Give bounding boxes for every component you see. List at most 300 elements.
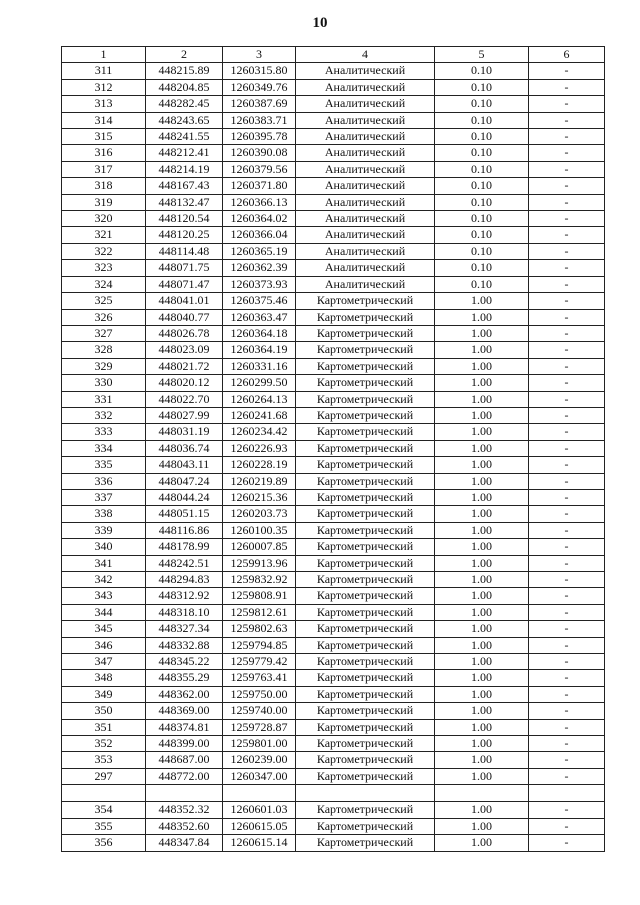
point-number-cell: 344 [62, 604, 146, 620]
note-cell: - [529, 342, 605, 358]
accuracy-cell: 1.00 [435, 654, 529, 670]
point-number-cell: 339 [62, 522, 146, 538]
table-row [62, 818, 605, 834]
note-cell: - [529, 835, 605, 851]
note-cell: - [529, 703, 605, 719]
table-row [62, 276, 605, 292]
note-cell: - [529, 752, 605, 768]
accuracy-cell: 0.10 [435, 260, 529, 276]
y-coordinate-cell: 1259802.63 [223, 621, 296, 637]
table-row [62, 79, 605, 95]
method-cell: Картометрический [296, 407, 435, 423]
table-row [62, 309, 605, 325]
y-coordinate-cell: 1260349.76 [223, 79, 296, 95]
point-number-cell: 297 [62, 768, 146, 784]
x-coordinate-cell: 448178.99 [146, 539, 223, 555]
table-row [62, 260, 605, 276]
x-coordinate-cell: 448132.47 [146, 194, 223, 210]
point-number-cell: 312 [62, 79, 146, 95]
note-cell: - [529, 604, 605, 620]
note-cell: - [529, 260, 605, 276]
method-cell: Картометрический [296, 489, 435, 505]
accuracy-cell: 1.00 [435, 835, 529, 851]
method-cell: Картометрический [296, 457, 435, 473]
x-coordinate-cell: 448031.19 [146, 424, 223, 440]
table-row [62, 670, 605, 686]
y-coordinate-cell: 1259801.00 [223, 736, 296, 752]
method-cell: Картометрический [296, 818, 435, 834]
accuracy-cell [435, 785, 529, 802]
x-coordinate-cell: 448021.72 [146, 358, 223, 374]
x-coordinate-cell: 448374.81 [146, 719, 223, 735]
header-cell: 2 [146, 47, 223, 63]
point-number-cell: 345 [62, 621, 146, 637]
method-cell: Картометрический [296, 325, 435, 341]
note-cell: - [529, 539, 605, 555]
point-number-cell: 340 [62, 539, 146, 555]
table-row [62, 145, 605, 161]
table-row [62, 604, 605, 620]
point-number-cell: 324 [62, 276, 146, 292]
y-coordinate-cell: 1260362.39 [223, 260, 296, 276]
header-cell: 5 [435, 47, 529, 63]
table-row [62, 588, 605, 604]
y-coordinate-cell: 1260383.71 [223, 112, 296, 128]
table-row [62, 522, 605, 538]
coordinates-table [61, 46, 605, 852]
y-coordinate-cell: 1260601.03 [223, 802, 296, 818]
x-coordinate-cell: 448114.48 [146, 243, 223, 259]
accuracy-cell: 1.00 [435, 802, 529, 818]
accuracy-cell: 1.00 [435, 703, 529, 719]
point-number-cell: 328 [62, 342, 146, 358]
table-row [62, 489, 605, 505]
note-cell: - [529, 227, 605, 243]
y-coordinate-cell: 1259750.00 [223, 686, 296, 702]
table-row [62, 96, 605, 112]
x-coordinate-cell: 448051.15 [146, 506, 223, 522]
method-cell [296, 785, 435, 802]
accuracy-cell: 0.10 [435, 129, 529, 145]
method-cell: Аналитический [296, 145, 435, 161]
method-cell: Аналитический [296, 63, 435, 79]
table-row [62, 325, 605, 341]
point-number-cell: 354 [62, 802, 146, 818]
method-cell: Аналитический [296, 260, 435, 276]
y-coordinate-cell: 1260226.93 [223, 440, 296, 456]
y-coordinate-cell: 1260615.05 [223, 818, 296, 834]
accuracy-cell: 1.00 [435, 457, 529, 473]
y-coordinate-cell: 1260375.46 [223, 293, 296, 309]
accuracy-cell: 1.00 [435, 818, 529, 834]
accuracy-cell: 1.00 [435, 473, 529, 489]
note-cell: - [529, 358, 605, 374]
accuracy-cell: 0.10 [435, 145, 529, 161]
y-coordinate-cell: 1260373.93 [223, 276, 296, 292]
x-coordinate-cell: 448352.60 [146, 818, 223, 834]
table-row [62, 539, 605, 555]
note-cell: - [529, 654, 605, 670]
note-cell: - [529, 129, 605, 145]
table-row [62, 112, 605, 128]
table-row [62, 194, 605, 210]
point-number-cell: 335 [62, 457, 146, 473]
x-coordinate-cell: 448071.47 [146, 276, 223, 292]
method-cell: Картометрический [296, 572, 435, 588]
point-number-cell: 321 [62, 227, 146, 243]
y-coordinate-cell: 1260264.13 [223, 391, 296, 407]
method-cell: Картометрический [296, 588, 435, 604]
point-number-cell: 317 [62, 161, 146, 177]
note-cell: - [529, 178, 605, 194]
table-row [62, 686, 605, 702]
accuracy-cell: 1.00 [435, 539, 529, 555]
y-coordinate-cell: 1260331.16 [223, 358, 296, 374]
table-row [62, 358, 605, 374]
accuracy-cell: 0.10 [435, 161, 529, 177]
table-row [62, 506, 605, 522]
note-cell: - [529, 588, 605, 604]
note-cell: - [529, 145, 605, 161]
method-cell: Картометрический [296, 736, 435, 752]
page-number: 10 [312, 15, 328, 31]
point-number-cell: 311 [62, 63, 146, 79]
point-number-cell: 333 [62, 424, 146, 440]
point-number-cell: 330 [62, 375, 146, 391]
method-cell: Аналитический [296, 276, 435, 292]
x-coordinate-cell: 448312.92 [146, 588, 223, 604]
accuracy-cell: 1.00 [435, 342, 529, 358]
table-row [62, 555, 605, 571]
method-cell: Аналитический [296, 243, 435, 259]
method-cell: Аналитический [296, 211, 435, 227]
method-cell: Картометрический [296, 539, 435, 555]
accuracy-cell: 1.00 [435, 736, 529, 752]
y-coordinate-cell: 1260365.19 [223, 243, 296, 259]
y-coordinate-cell: 1259779.42 [223, 654, 296, 670]
note-cell: - [529, 112, 605, 128]
note-cell: - [529, 63, 605, 79]
accuracy-cell: 1.00 [435, 407, 529, 423]
header-cell: 1 [62, 47, 146, 63]
x-coordinate-cell: 448318.10 [146, 604, 223, 620]
point-number-cell: 323 [62, 260, 146, 276]
method-cell: Картометрический [296, 309, 435, 325]
point-number-cell: 355 [62, 818, 146, 834]
note-cell: - [529, 572, 605, 588]
table-header-row [62, 47, 605, 63]
accuracy-cell: 0.10 [435, 194, 529, 210]
table-row [62, 424, 605, 440]
point-number-cell: 336 [62, 473, 146, 489]
method-cell: Картометрический [296, 375, 435, 391]
point-number-cell: 322 [62, 243, 146, 259]
x-coordinate-cell: 448215.89 [146, 63, 223, 79]
x-coordinate-cell: 448120.54 [146, 211, 223, 227]
y-coordinate-cell: 1259794.85 [223, 637, 296, 653]
x-coordinate-cell: 448345.22 [146, 654, 223, 670]
note-cell: - [529, 309, 605, 325]
method-cell: Картометрический [296, 835, 435, 851]
method-cell: Картометрический [296, 703, 435, 719]
point-number-cell: 332 [62, 407, 146, 423]
method-cell: Картометрический [296, 293, 435, 309]
accuracy-cell: 1.00 [435, 309, 529, 325]
x-coordinate-cell: 448362.00 [146, 686, 223, 702]
y-coordinate-cell: 1260366.13 [223, 194, 296, 210]
note-cell: - [529, 161, 605, 177]
table-row [62, 703, 605, 719]
table-row [62, 835, 605, 851]
method-cell: Картометрический [296, 637, 435, 653]
point-number-cell: 329 [62, 358, 146, 374]
note-cell: - [529, 325, 605, 341]
accuracy-cell: 1.00 [435, 670, 529, 686]
accuracy-cell: 1.00 [435, 686, 529, 702]
method-cell: Аналитический [296, 227, 435, 243]
point-number-cell: 348 [62, 670, 146, 686]
accuracy-cell: 1.00 [435, 637, 529, 653]
point-number-cell: 318 [62, 178, 146, 194]
header-cell: 6 [529, 47, 605, 63]
x-coordinate-cell: 448355.29 [146, 670, 223, 686]
point-number-cell: 334 [62, 440, 146, 456]
x-coordinate-cell: 448116.86 [146, 522, 223, 538]
x-coordinate-cell: 448047.24 [146, 473, 223, 489]
x-coordinate-cell: 448040.77 [146, 309, 223, 325]
y-coordinate-cell: 1260364.02 [223, 211, 296, 227]
note-cell: - [529, 736, 605, 752]
point-number-cell: 343 [62, 588, 146, 604]
accuracy-cell: 1.00 [435, 506, 529, 522]
y-coordinate-cell: 1259808.91 [223, 588, 296, 604]
method-cell: Аналитический [296, 129, 435, 145]
table-row [62, 572, 605, 588]
y-coordinate-cell: 1260215.36 [223, 489, 296, 505]
y-coordinate-cell: 1260366.04 [223, 227, 296, 243]
header-cell: 3 [223, 47, 296, 63]
y-coordinate-cell: 1260364.19 [223, 342, 296, 358]
x-coordinate-cell: 448327.34 [146, 621, 223, 637]
y-coordinate-cell: 1260395.78 [223, 129, 296, 145]
note-cell: - [529, 293, 605, 309]
point-number-cell: 342 [62, 572, 146, 588]
x-coordinate-cell: 448041.01 [146, 293, 223, 309]
method-cell: Картометрический [296, 670, 435, 686]
accuracy-cell: 0.10 [435, 276, 529, 292]
note-cell: - [529, 802, 605, 818]
accuracy-cell: 1.00 [435, 621, 529, 637]
y-coordinate-cell: 1260219.89 [223, 473, 296, 489]
point-number-cell: 346 [62, 637, 146, 653]
point-number-cell: 314 [62, 112, 146, 128]
table-row [62, 736, 605, 752]
note-cell: - [529, 276, 605, 292]
accuracy-cell: 1.00 [435, 604, 529, 620]
accuracy-cell: 1.00 [435, 522, 529, 538]
table-row [62, 211, 605, 227]
method-cell: Картометрический [296, 391, 435, 407]
method-cell: Картометрический [296, 621, 435, 637]
y-coordinate-cell [223, 785, 296, 802]
table-row [62, 440, 605, 456]
x-coordinate-cell: 448243.65 [146, 112, 223, 128]
table-row [62, 752, 605, 768]
method-cell: Картометрический [296, 768, 435, 784]
accuracy-cell: 1.00 [435, 719, 529, 735]
y-coordinate-cell: 1260228.19 [223, 457, 296, 473]
x-coordinate-cell: 448399.00 [146, 736, 223, 752]
x-coordinate-cell: 448204.85 [146, 79, 223, 95]
table-row [62, 227, 605, 243]
y-coordinate-cell: 1260371.80 [223, 178, 296, 194]
table-row [62, 407, 605, 423]
point-number-cell [62, 785, 146, 802]
y-coordinate-cell: 1260387.69 [223, 96, 296, 112]
accuracy-cell: 1.00 [435, 768, 529, 784]
point-number-cell: 327 [62, 325, 146, 341]
accuracy-cell: 1.00 [435, 391, 529, 407]
accuracy-cell: 0.10 [435, 79, 529, 95]
method-cell: Картометрический [296, 424, 435, 440]
point-number-cell: 316 [62, 145, 146, 161]
table-row [62, 161, 605, 177]
point-number-cell: 350 [62, 703, 146, 719]
note-cell: - [529, 506, 605, 522]
x-coordinate-cell: 448023.09 [146, 342, 223, 358]
table-row [62, 768, 605, 784]
point-number-cell: 326 [62, 309, 146, 325]
method-cell: Картометрический [296, 802, 435, 818]
note-cell: - [529, 211, 605, 227]
point-number-cell: 353 [62, 752, 146, 768]
method-cell: Картометрический [296, 506, 435, 522]
note-cell: - [529, 637, 605, 653]
x-coordinate-cell: 448352.32 [146, 802, 223, 818]
note-cell: - [529, 621, 605, 637]
x-coordinate-cell: 448369.00 [146, 703, 223, 719]
table-row [62, 637, 605, 653]
note-cell: - [529, 489, 605, 505]
note-cell: - [529, 407, 605, 423]
method-cell: Аналитический [296, 161, 435, 177]
method-cell: Аналитический [296, 79, 435, 95]
table-row [62, 802, 605, 818]
method-cell: Картометрический [296, 342, 435, 358]
point-number-cell: 331 [62, 391, 146, 407]
accuracy-cell: 1.00 [435, 325, 529, 341]
y-coordinate-cell: 1260203.73 [223, 506, 296, 522]
note-cell: - [529, 686, 605, 702]
table-row [62, 293, 605, 309]
point-number-cell: 349 [62, 686, 146, 702]
y-coordinate-cell: 1260100.35 [223, 522, 296, 538]
x-coordinate-cell: 448332.88 [146, 637, 223, 653]
x-coordinate-cell: 448120.25 [146, 227, 223, 243]
note-cell: - [529, 719, 605, 735]
y-coordinate-cell: 1260234.42 [223, 424, 296, 440]
x-coordinate-cell [146, 785, 223, 802]
x-coordinate-cell: 448347.84 [146, 835, 223, 851]
x-coordinate-cell: 448043.11 [146, 457, 223, 473]
table-row [62, 473, 605, 489]
accuracy-cell: 0.10 [435, 243, 529, 259]
y-coordinate-cell: 1260615.14 [223, 835, 296, 851]
note-cell [529, 785, 605, 802]
accuracy-cell: 1.00 [435, 375, 529, 391]
x-coordinate-cell: 448282.45 [146, 96, 223, 112]
accuracy-cell: 0.10 [435, 178, 529, 194]
y-coordinate-cell: 1259763.41 [223, 670, 296, 686]
header-cell: 4 [296, 47, 435, 63]
x-coordinate-cell: 448071.75 [146, 260, 223, 276]
y-coordinate-cell: 1260363.47 [223, 309, 296, 325]
accuracy-cell: 0.10 [435, 96, 529, 112]
point-number-cell: 356 [62, 835, 146, 851]
y-coordinate-cell: 1260390.08 [223, 145, 296, 161]
y-coordinate-cell: 1259740.00 [223, 703, 296, 719]
method-cell: Картометрический [296, 440, 435, 456]
note-cell: - [529, 424, 605, 440]
x-coordinate-cell: 448687.00 [146, 752, 223, 768]
method-cell: Картометрический [296, 719, 435, 735]
table-row [62, 342, 605, 358]
note-cell: - [529, 818, 605, 834]
accuracy-cell: 1.00 [435, 440, 529, 456]
table-row [62, 129, 605, 145]
table-row [62, 785, 605, 802]
y-coordinate-cell: 1260315.80 [223, 63, 296, 79]
x-coordinate-cell: 448167.43 [146, 178, 223, 194]
x-coordinate-cell: 448212.41 [146, 145, 223, 161]
note-cell: - [529, 457, 605, 473]
note-cell: - [529, 670, 605, 686]
method-cell: Картометрический [296, 473, 435, 489]
method-cell: Аналитический [296, 178, 435, 194]
accuracy-cell: 0.10 [435, 63, 529, 79]
accuracy-cell: 0.10 [435, 211, 529, 227]
accuracy-cell: 1.00 [435, 424, 529, 440]
method-cell: Аналитический [296, 112, 435, 128]
y-coordinate-cell: 1260364.18 [223, 325, 296, 341]
table-row [62, 178, 605, 194]
note-cell: - [529, 555, 605, 571]
y-coordinate-cell: 1260347.00 [223, 768, 296, 784]
note-cell: - [529, 391, 605, 407]
x-coordinate-cell: 448772.00 [146, 768, 223, 784]
x-coordinate-cell: 448020.12 [146, 375, 223, 391]
table-row [62, 621, 605, 637]
table-body [62, 63, 605, 851]
accuracy-cell: 1.00 [435, 293, 529, 309]
note-cell: - [529, 194, 605, 210]
point-number-cell: 313 [62, 96, 146, 112]
point-number-cell: 315 [62, 129, 146, 145]
point-number-cell: 347 [62, 654, 146, 670]
point-number-cell: 341 [62, 555, 146, 571]
point-number-cell: 352 [62, 736, 146, 752]
point-number-cell: 320 [62, 211, 146, 227]
note-cell: - [529, 473, 605, 489]
x-coordinate-cell: 448026.78 [146, 325, 223, 341]
method-cell: Картометрический [296, 752, 435, 768]
point-number-cell: 338 [62, 506, 146, 522]
method-cell: Аналитический [296, 194, 435, 210]
y-coordinate-cell: 1259832.92 [223, 572, 296, 588]
table-row [62, 243, 605, 259]
note-cell: - [529, 243, 605, 259]
x-coordinate-cell: 448044.24 [146, 489, 223, 505]
